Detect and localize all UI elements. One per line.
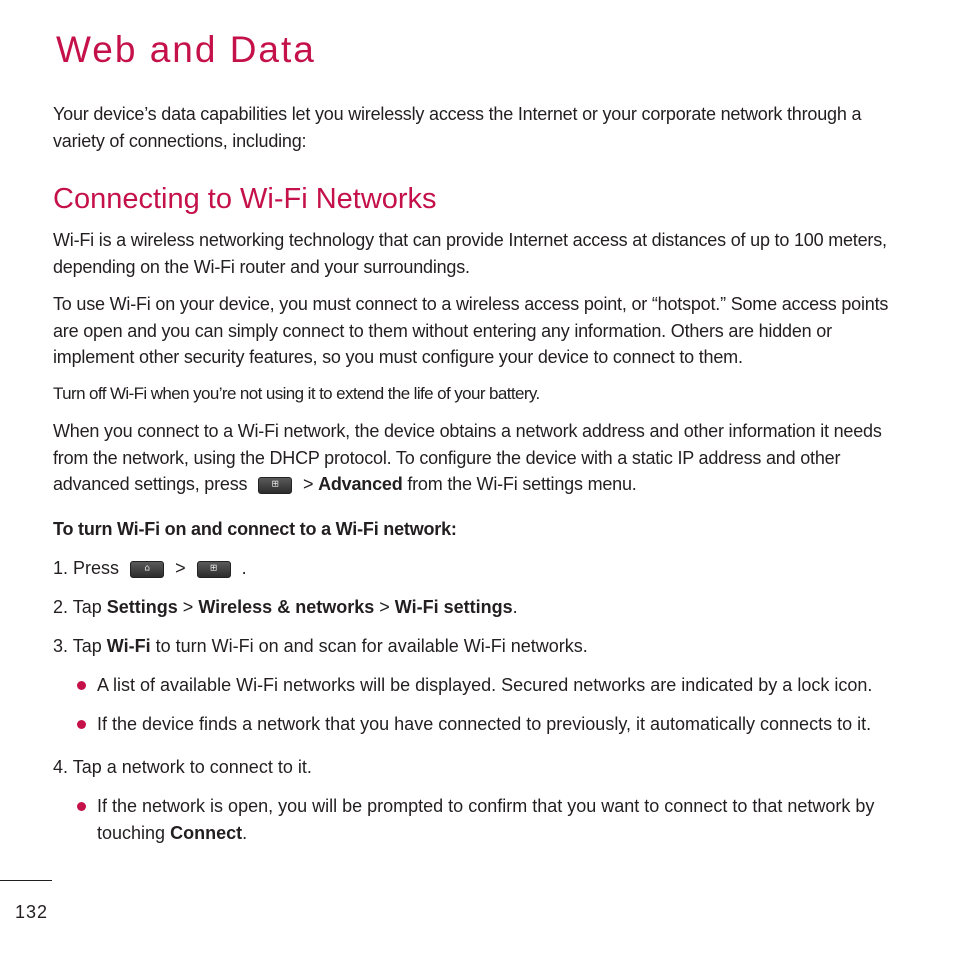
step-1 xyxy=(53,555,247,581)
wifi-label: Wi-Fi xyxy=(106,636,151,656)
hotspot-paragraph: To use Wi-Fi on your device, you must connect to a wireless access point, or “hotspot.” Some access points are open and you can simply connect to them without entering any information. Others are hidden or implement other security features, so you must configure your device to connect to them. xyxy=(53,294,889,367)
dhcp-paragraph xyxy=(53,418,913,498)
menu-key-icon: ⊞ xyxy=(197,561,231,578)
step-number: 2. xyxy=(53,597,69,617)
separator: > xyxy=(182,597,194,617)
menu-key-icon: ⊞ xyxy=(258,477,292,494)
wireless-networks-label: Wireless & networks xyxy=(198,597,375,617)
bullet-dot xyxy=(77,681,86,690)
step-3 xyxy=(53,633,588,659)
intro-paragraph: Your device’s data capabilities let you wirelessly access the Internet or your corporate network through a variety of connections, including: xyxy=(53,104,862,151)
step-number: 3. xyxy=(53,636,69,656)
separator: > xyxy=(379,597,390,617)
bullet-networks-list: A list of available Wi-Fi networks will be displayed. Secured networks are indicated by a lock icon. xyxy=(97,675,873,695)
step-end: . xyxy=(512,597,518,617)
step-number: 1. xyxy=(53,558,69,578)
procedure-heading: To turn Wi-Fi on and connect to a Wi-Fi network: xyxy=(53,519,457,539)
step-end: . xyxy=(241,558,247,578)
step-2 xyxy=(53,594,518,620)
bullet-end: . xyxy=(242,823,248,843)
bullet-auto-connect: If the device finds a network that you have connected to previously, it automatically connects to it. xyxy=(97,714,872,734)
separator: > xyxy=(302,474,314,494)
bullet-open-network xyxy=(97,793,912,847)
dhcp-text-end: from the Wi-Fi settings menu. xyxy=(407,474,637,494)
battery-tip: Turn off Wi-Fi when you’re not using it to extend the life of your battery. xyxy=(53,384,540,403)
wifi-definition-paragraph: Wi-Fi is a wireless networking technology that can provide Internet access at distances of up to 100 meters, depending on the Wi-Fi router and your surroundings. xyxy=(53,230,887,277)
home-key-icon: ⌂ xyxy=(130,561,164,578)
section-heading: Connecting to Wi-Fi Networks xyxy=(53,183,437,215)
settings-label: Settings xyxy=(106,597,178,617)
advanced-label: Advanced xyxy=(318,474,403,494)
step-number: 4. xyxy=(53,757,69,777)
step-rest: to turn Wi-Fi on and scan for available Wi-Fi networks. xyxy=(155,636,588,656)
step-text: Press xyxy=(73,558,120,578)
dhcp-text: When you connect to a Wi-Fi network, the device obtains a network address and other information it needs from the network, using the DHCP protocol. To configure the device with a static IP address and other advanced settings, press xyxy=(53,421,882,494)
page-title: Web and Data xyxy=(56,29,316,70)
wifi-settings-label: Wi-Fi settings xyxy=(394,597,513,617)
bullet-dot xyxy=(77,802,86,811)
step-text: Tap xyxy=(72,597,102,617)
bullet-dot xyxy=(77,720,86,729)
bullet-text: If the network is open, you will be prompted to confirm that you want to connect to that network by touching xyxy=(97,796,875,843)
footer-rule xyxy=(0,880,52,881)
step-text: Tap a network to connect to it. xyxy=(72,757,312,777)
page-number: 132 xyxy=(15,902,49,922)
step-4 xyxy=(53,754,312,780)
separator: > xyxy=(175,558,186,578)
step-text: Tap xyxy=(72,636,102,656)
connect-label: Connect xyxy=(170,823,243,843)
